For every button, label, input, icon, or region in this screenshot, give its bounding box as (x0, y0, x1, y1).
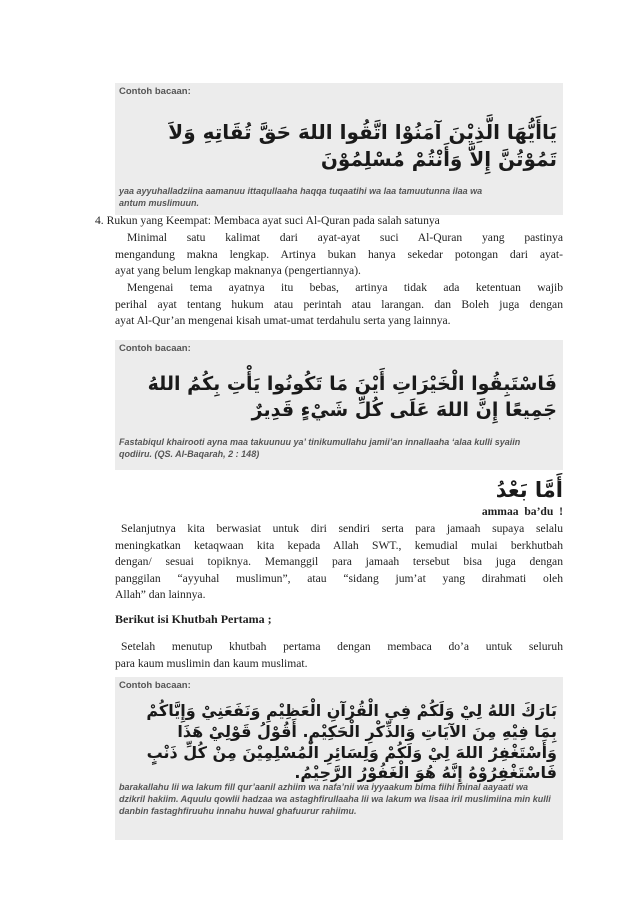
section-title: Rukun yang Keempat: Membaca ayat suci Al-Quran pada salah satunya (106, 214, 440, 227)
text-line: Setelah menutup khutbah pertama dengan membaca do’a untuk seluruh (121, 640, 563, 653)
text-line: ayat Al-Qur’an mengenai kisah umat-umat terdahulu serta yang lainnya. (115, 314, 451, 327)
ammaa-badu-latin: ammaa ba’du ! (481, 505, 563, 518)
text-line: Allah” dan lainnya. (115, 588, 206, 601)
text-line: ayat yang belum lengkap maknanya (pengertiannya). (115, 264, 361, 277)
section-4-title (95, 213, 565, 230)
text-line: Minimal satu kalimat dari ayat-ayat suci Al-Quran yang pastinya (127, 231, 563, 244)
paragraph-minimal (115, 230, 563, 280)
text-line: meningkatkan ketaqwaan kita kepada Allah SWT., kemudial mulai berkhutbah (115, 538, 563, 552)
transliteration: barakallahu lii wa lakum fill qur’aanil azhiim wa nafa’nii wa iyyaakum bima fiihi minal aayaati wa dzikril hakiim. Aquulu qowlii hadzaa wa astaghfirullaaha lii wa lakum wa lisaa iril muslimiina min kulli danbin fastaghfiruuhu innahu huwal ghafuurur rahiimu. (119, 782, 551, 817)
text-line: para kaum muslimin dan kaum muslimat. (115, 656, 308, 670)
transliteration: Fastabiqul khairooti ayna maa takuunuu ya’ tinikumullahu jamii’an innallaaha ‘alaa kulli syaiin qodiiru. (QS. Al-Baqarah, 2 : 148) (119, 437, 521, 460)
paragraph-theme (115, 280, 563, 330)
paragraph-wasiat (115, 521, 563, 604)
text-line: mengandung makna lengkap. Artinya bukan hanya sekedar potongan dari ayat- (115, 247, 563, 261)
text-line: panggilan “ayyuhal muslimun”, atau “sidang jum’at yang dirahmati oleh (115, 571, 563, 585)
example-reading-box-1 (115, 83, 563, 215)
example-label: Contoh bacaan: (119, 86, 191, 97)
arabic-verse: فَاسْتَبِقُوا الْخَيْرَاتِ أَيْنَ مَا تَكُونُوا يَأْتِ بِكُمُ اللهُ جَمِيعًا إِنَّ اللهَ عَلَى كُلِّ شَيْءٍ قَدِيرٌ (147, 373, 557, 421)
ammaa-badu-arabic: أَمَّا بَعْدُ (495, 478, 563, 502)
list-number: 4. (95, 214, 104, 227)
arabic-doa: بَارَكَ اللهُ لِيْ وَلَكُمْ فِي الْقُرْآنِ الْعَظِيْمِ وَنَفَعَنِيْ وَإِيَّاكُمْ بِمَا فِيْهِ مِنَ الآيَاتِ وَالذِّكْرِ الْحَكِيْمِ. أَقُوْلُ قَوْلِيْ هَذَا وَأَسْتَغْفِرُ اللهَ لِيْ وَلَكُمْ وَلِسَائِرِ الْمُسْلِمِيْنَ مِنْ كُلِّ ذَنْبٍ فَاسْتَغْفِرُوْهُ إِنَّهُ هُوَ الْغَفُوْرُ الرَّحِيْمُ. (146, 701, 557, 783)
text-line: dengan/ sesuai topiknya. Memanggil para jamaah tersebut bisa juga dengan (115, 555, 563, 568)
paragraph-closing (115, 639, 563, 672)
text-line: Mengenai tema ayatnya itu bebas, artinya tidak ada ketentuan wajib (127, 281, 563, 294)
khutbah-heading: Berikut isi Khutbah Pertama ; (115, 612, 272, 626)
example-reading-box-3 (115, 677, 563, 840)
text-line: perihal ayat tentang hukum atau perintah atau larangan. dan Boleh juga dengan (115, 297, 563, 311)
text-line: Selanjutnya kita berwasiat untuk diri sendiri serta para jamaah supaya selalu (121, 522, 563, 535)
arabic-verse: يَاأَيُّهَا الَّذِيْنَ آمَنُوْا اتَّقُوا اللهَ حَقَّ تُقَاتِهِ وَلاَ تَمُوْتُنَّ إِلاَّ وَأَنْتُمْ مُسْلِمُوْنَ (168, 120, 557, 171)
example-label: Contoh bacaan: (119, 343, 191, 354)
example-reading-box-2 (115, 340, 563, 470)
transliteration: yaa ayyuhalladziina aamanuu ittaqullaaha haqqa tuqaatihi wa laa tamuutunna ilaa wa antum muslimuun. (119, 186, 483, 209)
example-label: Contoh bacaan: (119, 680, 191, 691)
